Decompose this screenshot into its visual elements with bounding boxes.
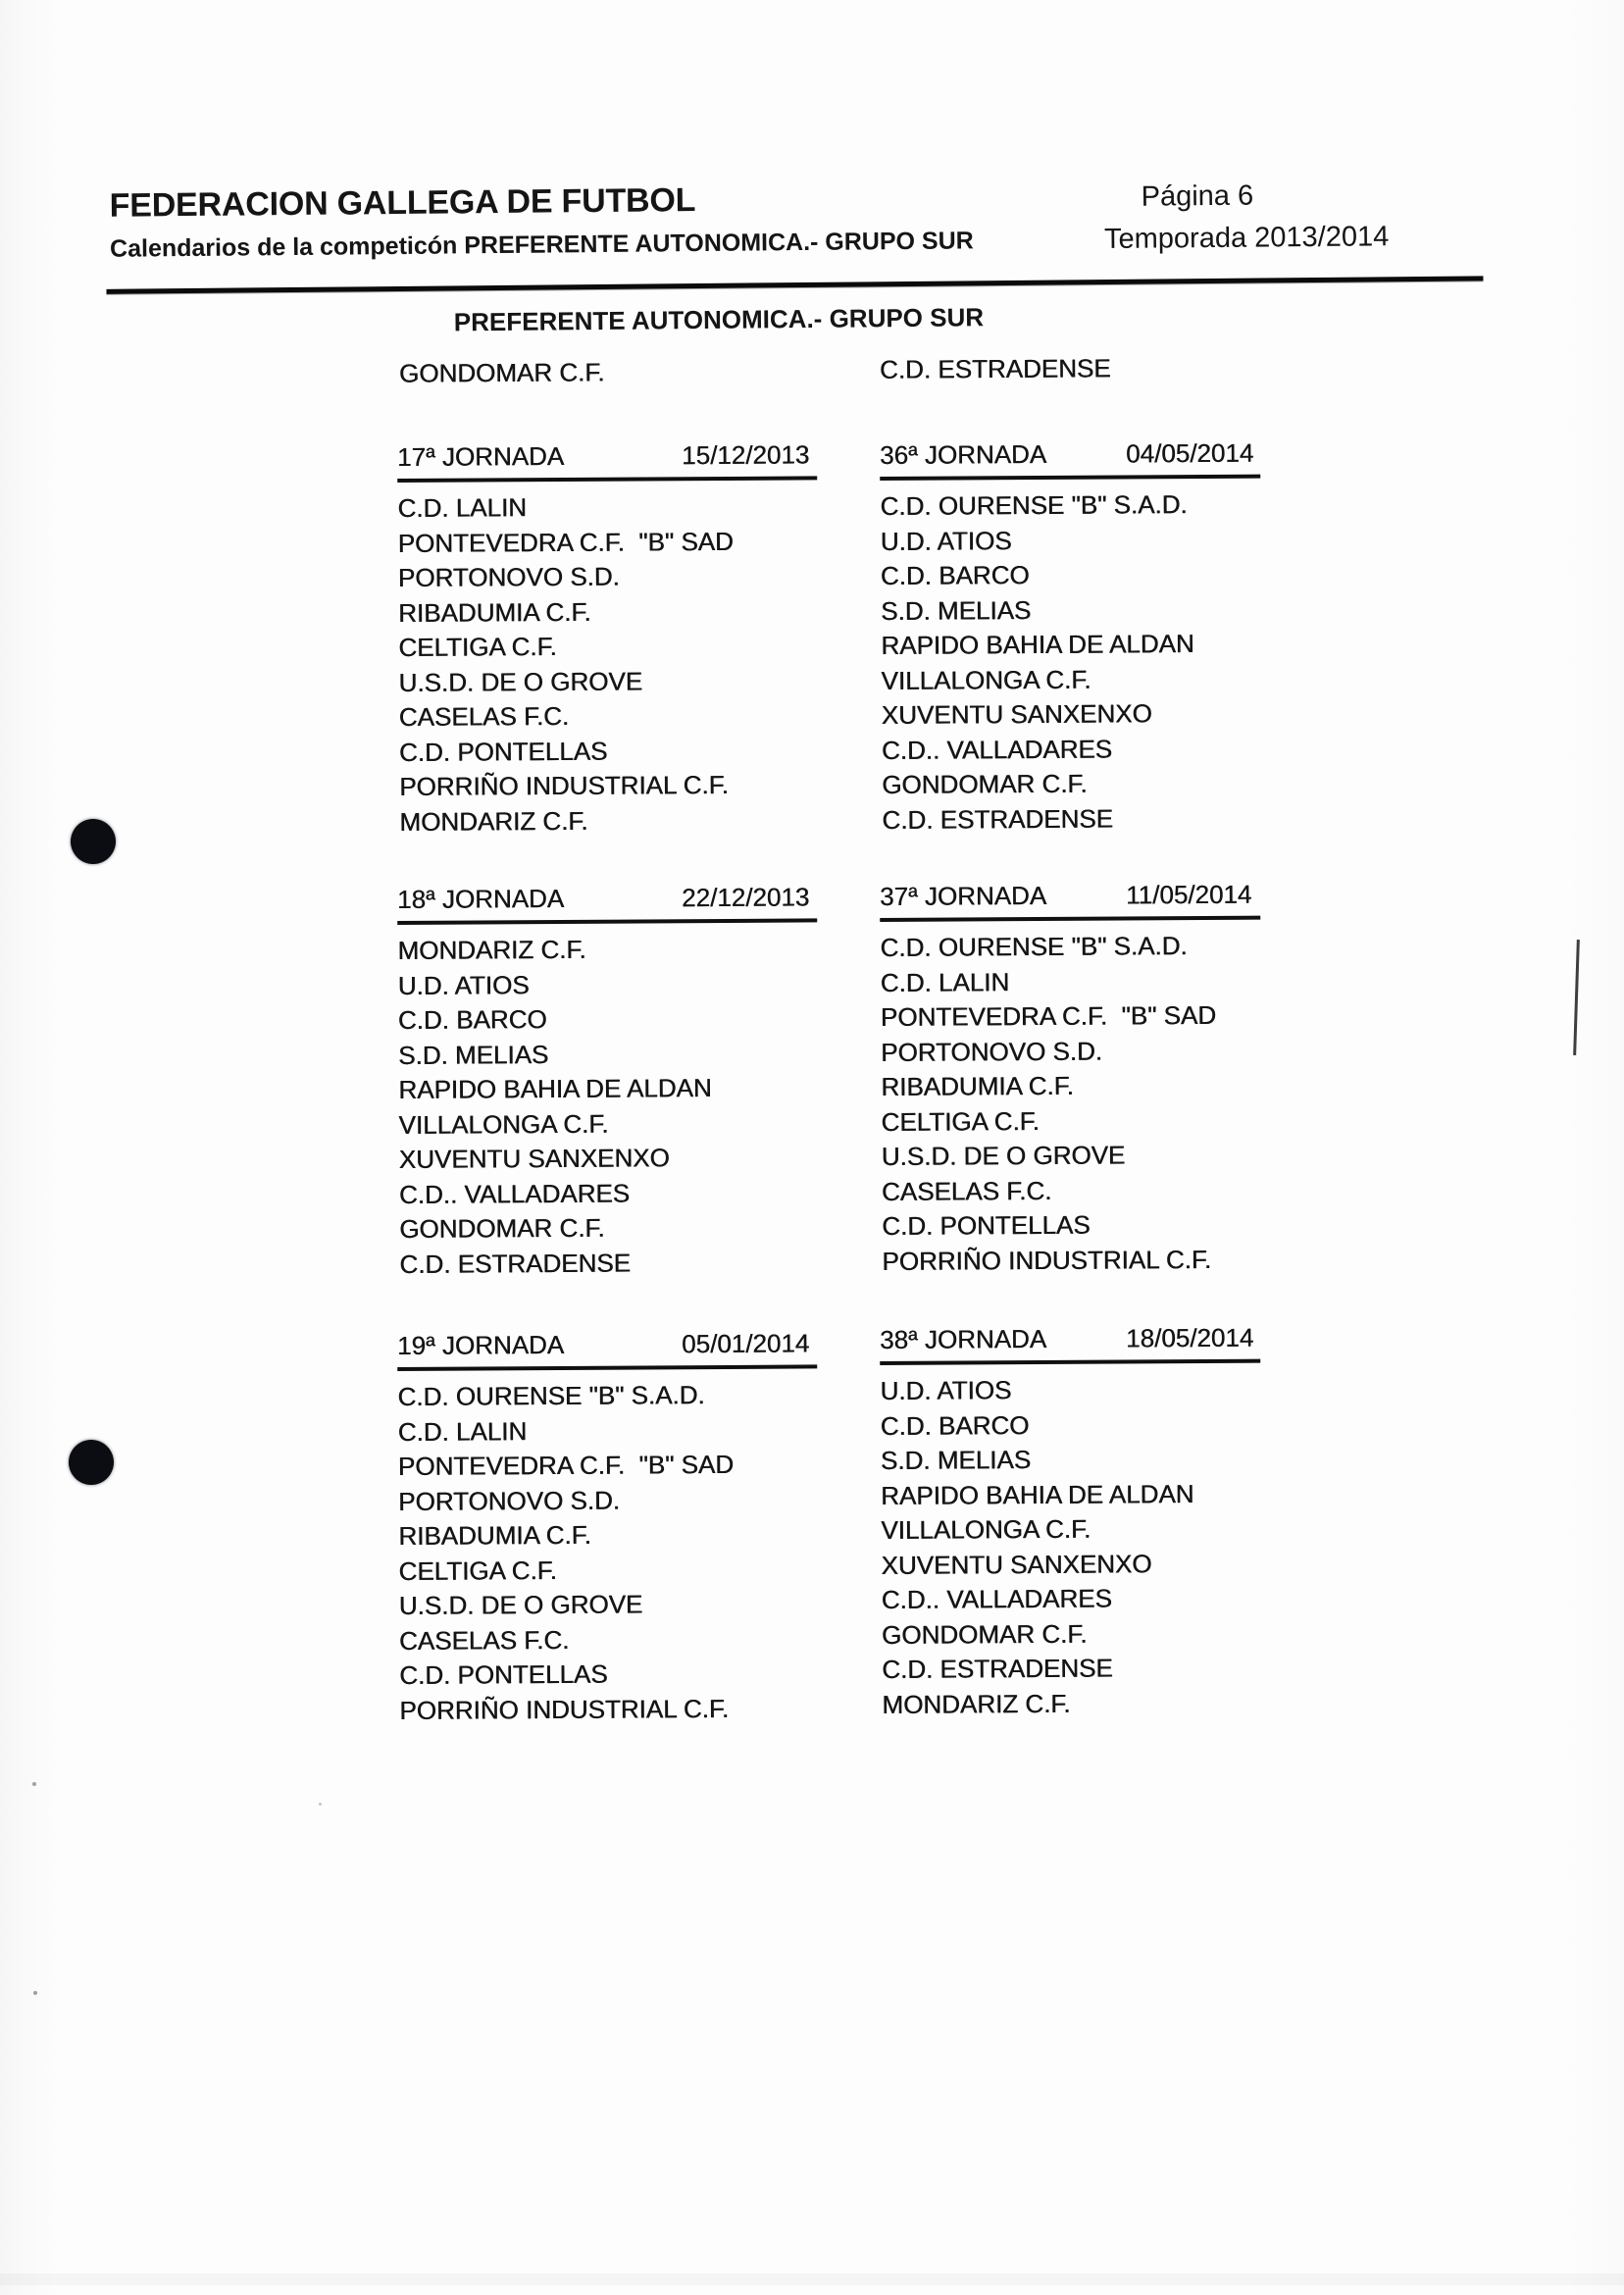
- team-row: PORRIÑO INDUSTRIAL C.F.: [399, 1693, 730, 1725]
- jornada-date: 11/05/2014: [1126, 879, 1252, 910]
- page-header: [0, 0, 1624, 351]
- team-row: C.D.. VALLADARES: [398, 1178, 631, 1209]
- team-row: C.D. OURENSE "B" S.A.D.: [880, 931, 1188, 962]
- jornada-team-list: [880, 929, 1262, 1279]
- jornada-team-list: [880, 1372, 1262, 1722]
- hole-punch-mark: [71, 819, 116, 864]
- scan-speck: [32, 1782, 36, 1786]
- team-row: CASELAS F.C.: [398, 1624, 570, 1656]
- season-label: Temporada 2013/2014: [1103, 221, 1390, 256]
- jornada-team-list: [397, 931, 819, 1282]
- team-row: MONDARIZ C.F.: [882, 1688, 1071, 1719]
- section-title: PREFERENTE AUTONOMICA.- GRUPO SUR: [453, 302, 985, 337]
- jornada-block: [397, 881, 819, 1282]
- team-row: CELTIGA C.F.: [881, 1105, 1040, 1137]
- jornada-block: [397, 438, 819, 840]
- team-row: PORTONOVO S.D.: [880, 1036, 1103, 1067]
- jornada-label: 18ª JORNADA: [397, 883, 565, 914]
- team-row: CELTIGA C.F.: [398, 1555, 557, 1586]
- jornada-header: [397, 881, 817, 925]
- team-row: GONDOMAR C.F.: [881, 1618, 1088, 1650]
- team-name: GONDOMAR C.F.: [398, 357, 605, 388]
- jornada-block: [880, 1322, 1262, 1722]
- team-row: PONTEVEDRA C.F. "B" SAD: [397, 526, 734, 558]
- team-row: XUVENTU SANXENXO: [881, 698, 1152, 730]
- team-row: RAPIDO BAHIA DE ALDAN: [398, 1073, 712, 1104]
- team-row: PORRIÑO INDUSTRIAL C.F.: [882, 1244, 1212, 1276]
- scan-speck: [319, 1803, 322, 1806]
- jornada-header: [397, 438, 817, 483]
- team-row: U.D. ATIOS: [397, 969, 530, 1000]
- team-row: GONDOMAR C.F.: [399, 1212, 605, 1244]
- team-name: C.D. ESTRADENSE: [879, 353, 1111, 384]
- jornada-label: 17ª JORNADA: [397, 440, 565, 472]
- team-row: C.D.. VALLADARES: [881, 1583, 1112, 1614]
- team-row: C.D. ESTRADENSE: [882, 1653, 1113, 1684]
- team-row: U.S.D. DE O GROVE: [398, 665, 643, 697]
- team-row: CELTIGA C.F.: [398, 632, 557, 662]
- scan-artifact-line: [1573, 940, 1580, 1055]
- jornada-label: 37ª JORNADA: [880, 880, 1047, 911]
- jornada-header: [880, 437, 1260, 481]
- team-row: MONDARIZ C.F.: [399, 805, 588, 837]
- team-row: C.D. BARCO: [880, 1409, 1030, 1441]
- team-row: VILLALONGA C.F.: [881, 1513, 1091, 1545]
- team-row: RAPIDO BAHIA DE ALDAN: [880, 1478, 1194, 1510]
- jornada-header: [880, 1322, 1260, 1365]
- jornada-block: [880, 879, 1262, 1279]
- scan-speck: [33, 1991, 37, 1995]
- team-row: C.D. ESTRADENSE: [882, 803, 1113, 835]
- team-row: PONTEVEDRA C.F. "B" SAD: [880, 999, 1217, 1032]
- team-row: C.D. LALIN: [397, 492, 528, 523]
- jornada-date: 04/05/2014: [1126, 437, 1254, 469]
- jornada-team-list: [397, 488, 819, 840]
- team-row: S.D. MELIAS: [880, 1445, 1032, 1475]
- header-rule: [106, 276, 1483, 293]
- team-row: CASELAS F.C.: [881, 1175, 1052, 1206]
- team-row: S.D. MELIAS: [880, 594, 1032, 626]
- page-number: Página 6: [1141, 179, 1254, 213]
- jornada-block: [880, 437, 1262, 838]
- team-row: XUVENTU SANXENXO: [881, 1548, 1152, 1580]
- team-row: C.D. PONTELLAS: [399, 1658, 608, 1690]
- team-row: MONDARIZ C.F.: [397, 934, 586, 965]
- team-row: PORRIÑO INDUSTRIAL C.F.: [399, 769, 729, 801]
- team-row: VILLALONGA C.F.: [398, 1108, 609, 1140]
- jornada-date: 05/01/2014: [682, 1328, 810, 1359]
- jornada-date: 15/12/2013: [682, 439, 810, 471]
- team-row: PONTEVEDRA C.F. "B" SAD: [397, 1449, 735, 1481]
- team-row: C.D. PONTELLAS: [398, 736, 608, 767]
- team-row: PORTONOVO S.D.: [397, 561, 620, 592]
- team-row: C.D. PONTELLAS: [882, 1209, 1091, 1241]
- team-row: C.D. LALIN: [397, 1415, 528, 1447]
- team-row: VILLALONGA C.F.: [881, 664, 1091, 695]
- team-row: RIBADUMIA C.F.: [398, 1519, 591, 1551]
- team-row: PORTONOVO S.D.: [397, 1485, 621, 1516]
- jornada-date: 22/12/2013: [682, 882, 810, 913]
- jornada-header: [397, 1327, 817, 1371]
- scan-edge-shadow: [0, 2273, 1624, 2285]
- team-row: C.D. BARCO: [880, 560, 1030, 590]
- team-row: U.D. ATIOS: [880, 1375, 1012, 1405]
- team-row: RIBADUMIA C.F.: [397, 596, 591, 628]
- team-row: U.S.D. DE O GROVE: [398, 1589, 643, 1620]
- jornada-team-list: [397, 1377, 819, 1728]
- team-row: C.D. LALIN: [880, 966, 1010, 997]
- jornada-label: 38ª JORNADA: [880, 1323, 1047, 1354]
- team-row: XUVENTU SANXENXO: [398, 1143, 670, 1174]
- team-row: C.D. OURENSE "B" S.A.D.: [397, 1380, 705, 1411]
- team-row: CASELAS F.C.: [398, 700, 570, 732]
- jornada-team-list: [880, 487, 1262, 838]
- team-row: C.D. ESTRADENSE: [399, 1248, 631, 1279]
- header-subtitle: Calendarios de la competicón PREFERENTE AUTONOMICA.- GRUPO SUR: [109, 227, 974, 263]
- team-row: RAPIDO BAHIA DE ALDAN: [881, 629, 1194, 660]
- team-row: S.D. MELIAS: [397, 1039, 549, 1070]
- team-row: RIBADUMIA C.F.: [881, 1070, 1074, 1101]
- jornada-label: 36ª JORNADA: [880, 438, 1047, 470]
- team-row: U.S.D. DE O GROVE: [881, 1140, 1126, 1171]
- team-row: C.D. BARCO: [397, 1004, 547, 1035]
- team-row: U.D. ATIOS: [880, 525, 1012, 556]
- jornada-block: [397, 1327, 819, 1728]
- hole-punch-mark: [69, 1440, 114, 1485]
- team-row: C.D. OURENSE "B" S.A.D.: [880, 489, 1188, 521]
- org-title: FEDERACION GALLEGA DE FUTBOL: [109, 181, 696, 225]
- team-row: GONDOMAR C.F.: [882, 768, 1088, 799]
- team-row: C.D.. VALLADARES: [881, 734, 1113, 765]
- jornada-date: 18/05/2014: [1126, 1322, 1254, 1353]
- jornada-header: [880, 879, 1260, 922]
- jornada-label: 19ª JORNADA: [397, 1329, 565, 1360]
